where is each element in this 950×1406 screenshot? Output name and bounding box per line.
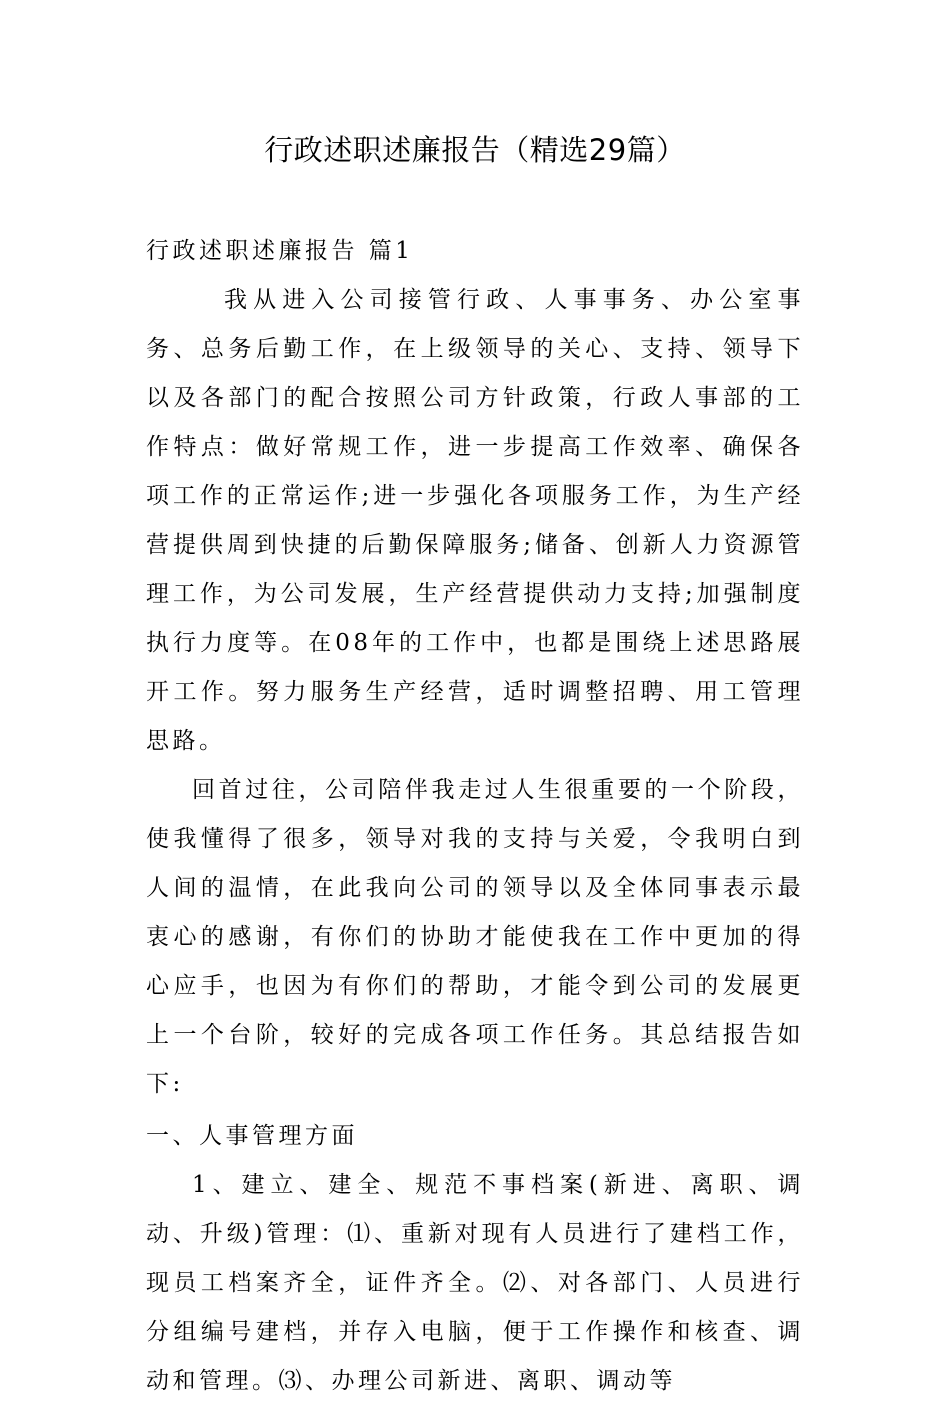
subheading-personnel: 一、人事管理方面 [146, 1123, 358, 1149]
document-title: 行政述职述廉报告（精选29篇） [264, 133, 686, 167]
paragraph-1: 我从进入公司接管行政、人事事务、办公室事务、总务后勤工作，在上级领导的关心、支持、领导下以及各部门的配合按照公司方针政策，行政人事部的工作特点：做好常规工作，进一步提高工作效率、确保各项工作的正常运作;进一步强化各项服务工作，为生产经营提供周到快捷的后勤保障服务;储备、创新人力资源管理工作，为公司发展，生产经营提供动力支持;加强制度执行力度等。在08年的工作中，也都是围绕上述思路展开工作。努力服务生产经营，适时调整招聘、用工管理思路。 [146, 287, 804, 754]
document-body [146, 227, 804, 1406]
list-item: 1、建立、建全、规范不事档案(新进、离职、调动、升级)管理：⑴、重新对现有人员进行了建档工作，现员工档案齐全，证件齐全。⑵、对各部门、人员进行分组编号建档，并存入电脑，便于工作操作和核查、调动和管理。⑶、办理公司新进、离职、调动等 [146, 1172, 804, 1394]
paragraph-2: 回首过往，公司陪伴我走过人生很重要的一个阶段，使我懂得了很多，领导对我的支持与关爱，令我明白到人间的温情，在此我向公司的领导以及全体同事表示最衷心的感谢，有你们的协助才能使我在工作中更加的得心应手，也因为有你们的帮助，才能令到公司的发展更上一个台阶，较好的完成各项工作任务。其总结报告如下: [146, 777, 804, 1097]
section-heading: 行政述职述廉报告 篇1 [146, 238, 414, 264]
